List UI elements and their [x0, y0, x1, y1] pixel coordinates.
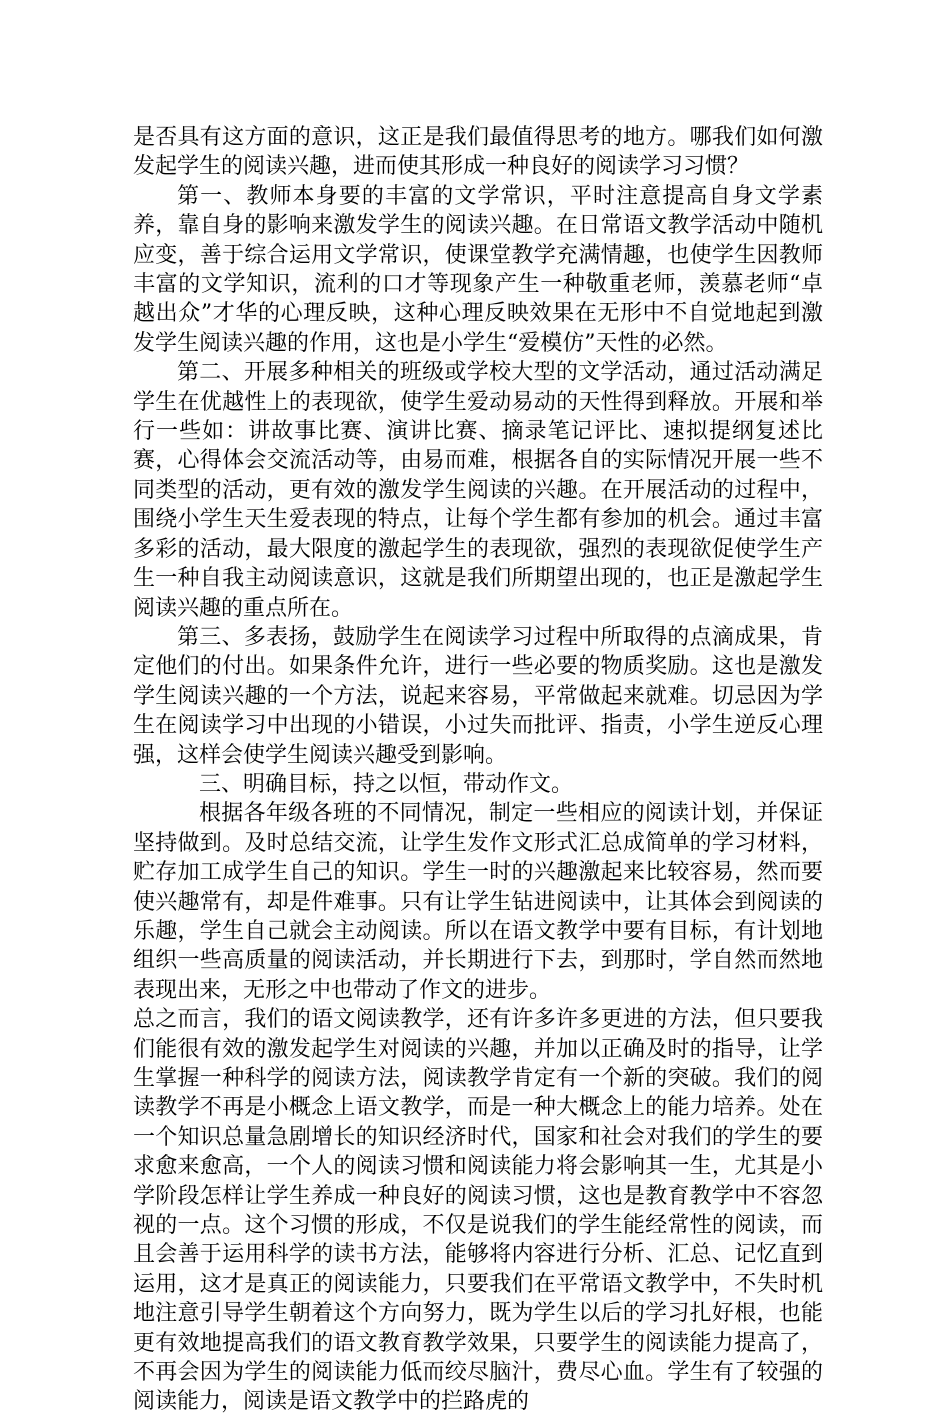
paragraph-5: 根据各年级各班的不同情况，制定一些相应的阅读计划，并保证坚持做到。及时总结交流，让学生发作文形式汇总成简单的学习材料，贮存加工成学生自己的知识。学生一时的兴趣激起来比较容易，然而要使兴趣常有，却是件难事。只有让学生钻进阅读中，让其体会到阅读的乐趣，学生自己就会主动阅读。所以在语文教学中要有目标，有计划地组织一些高质量的阅读活动，并长期进行下去，到那时，学自然而然地表现出来，无形之中也带动了作文的进步。: [133, 801, 823, 1003]
paragraph-4: 第三、多表扬，鼓励学生在阅读学习过程中所取得的点滴成果，肯定他们的付出。如果条件允许，进行一些必要的物质奖励。这也是激发学生阅读兴趣的一个方法，说起来容易，平常做起来就难。切忌因为学生在阅读学习中出现的小错误，小过失而批评、指责，小学生逆反心理强，这样会使学生阅读兴趣受到影响。: [133, 624, 823, 768]
section-heading: 三、明确目标，持之以恒，带动作文。: [199, 771, 574, 797]
paragraph-6: 总之而言，我们的语文阅读教学，还有许多许多更进的方法，但只要我们能很有效的激发起学生对阅读的兴趣，并加以正确及时的指导，让学生掌握一种科学的阅读方法，阅读教学肯定有一个新的突破。我们的阅读教学不再是小概念上语文教学，而是一种大概念上的能力培养。处在一个知识总量急剧增长的知识经济时代，国家和社会对我们的学生的要求愈来愈高，一个人的阅读习惯和阅读能力将会影响其一生，尤其是小学阶段怎样让学生养成一种良好的阅读习惯，这也是教育教学中不容忽视的一点。这个习惯的形成，不仅是说我们的学生能经常性的阅读，而且会善于运用科学的读书方法，能够将内容进行分析、汇总、记忆直到运用，这才是真正的阅读能力，只要我们在平常语文教学中，不失时机地注意引导学生朝着这个方向努力，既为学生以后的学习扎好根，也能更有效地提高我们的语文教育教学效果，只要学生的阅读能力提高了，不再会因为学生的阅读能力低而绞尽脑汁，费尽心血。学生有了较强的阅读能力，阅读是语文教学中的拦路虎的: [133, 1007, 823, 1415]
paragraph-2: 第一、教师本身要的丰富的文学常识，平时注意提高自身文学素养，靠自身的影响来激发学生的阅读兴趣。在日常语文教学活动中随机应变，善于综合运用文学常识，使课堂教学充满情趣，也使学生因教师丰富的文学知识，流利的口才等现象产生一种敬重老师，羡慕老师“卓越出众”才华的心理反映，这种心理反映效果在无形中不自觉地起到激发学生阅读兴趣的作用，这也是小学生“爱模仿”天性的必然。: [133, 183, 823, 356]
paragraph-3: 第二、开展多种相关的班级或学校大型的文学活动，通过活动满足学生在优越性上的表现欲，使学生爱动易动的天性得到释放。开展和举行一些如：讲故事比赛、演讲比赛、摘录笔记评比、速拟提纲复述比赛，心得体会交流活动等，由易而难，根据各自的实际情况开展一些不同类型的活动，更有效的激发学生阅读的兴趣。在开展活动的过程中，围绕小学生天生爱表现的特点，让每个学生都有参加的机会。通过丰富多彩的活动，最大限度的激起学生的表现欲，强烈的表现欲促使学生产生一种自我主动阅读意识，这就是我们所期望出现的，也正是激起学生阅读兴趣的重点所在。: [133, 360, 823, 621]
document-body: [133, 123, 823, 1417]
paragraph-1: 是否具有这方面的意识，这正是我们最值得思考的地方。哪我们如何激发起学生的阅读兴趣，进而使其形成一种良好的阅读学习习惯？: [133, 125, 823, 180]
